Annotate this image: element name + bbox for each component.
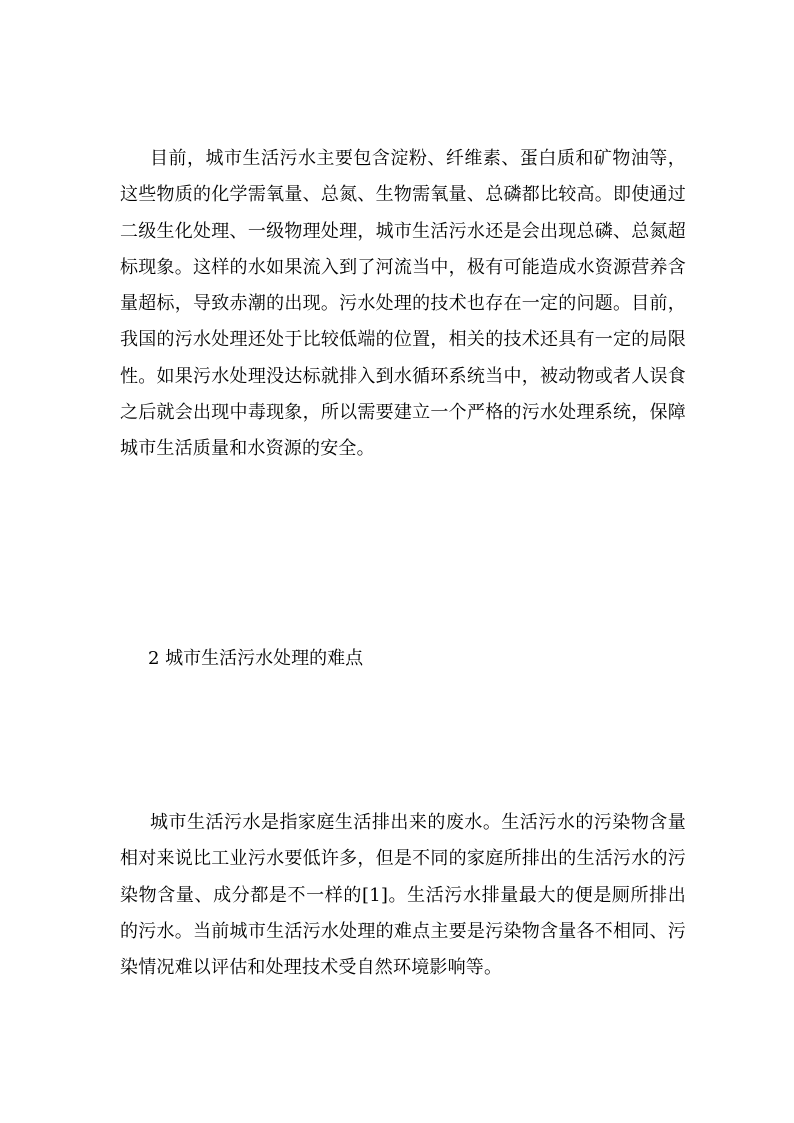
body-paragraph-difficulties: 城市生活污水是指家庭生活排出来的废水。生活污水的污染物含量相对来说比工业污水要低许多，但是不同的家庭所排出的生活污水的污染物含量、成分都是不一样的[1]。生活污水排量最大的便是厕所排出的污水。当前城市生活污水处理的难点主要是污染物含量各不相同、污染情况难以评估和处理技术受自然环境影响等。 xyxy=(120,812,686,979)
body-paragraph-intro: 目前，城市生活污水主要包含淀粉、纤维素、蛋白质和矿物油等，这些物质的化学需氧量、总氮、生物需氧量、总磷都比较高。即使通过二级生化处理、一级物理处理，城市生活污水还是会出现总磷、总氮超标现象。这样的水如果流入到了河流当中，极有可能造成水资源营养含量超标，导致赤潮的出现。污水处理的技术也存在一定的问题。目前，我国的污水处理还处于比较低端的位置，相关的技术还具有一定的局限性。如果污水处理没达标就排入到水循环系统当中，被动物或者人误食之后就会出现中毒现象，所以需要建立一个严格的污水处理系统，保障城市生活质量和水资源的安全。 xyxy=(120,148,686,460)
section-heading: 2 城市生活污水处理的难点 xyxy=(148,648,364,669)
